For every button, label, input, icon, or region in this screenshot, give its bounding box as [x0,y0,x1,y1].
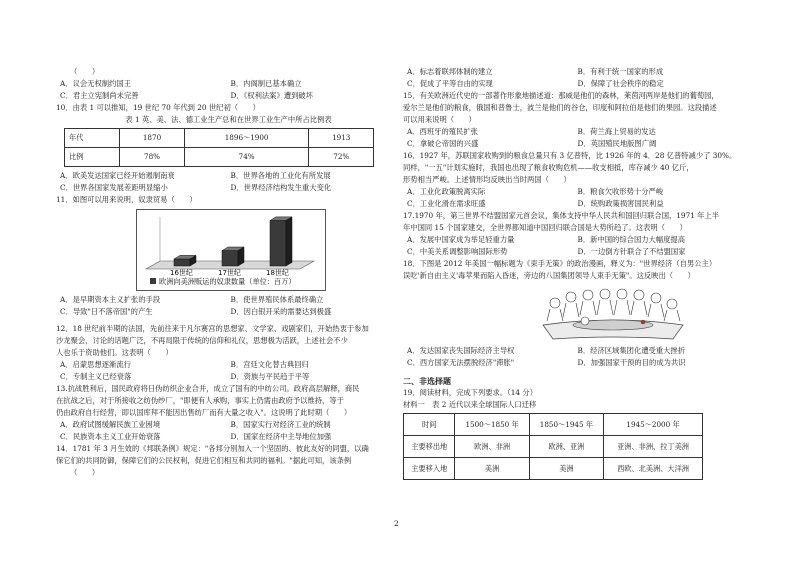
table1-cell: 1913 [309,129,374,148]
section-heading-non-choice: 二、非选择题 [403,376,451,386]
q19-stem: 19．阅读材料，完成下列要求。（14 分） [403,388,537,397]
q12-option-b[interactable]: B．宫廷文化替古典回归 [230,360,309,369]
chart-bar [270,217,292,266]
q18-option-a[interactable]: A．发达国家丧失国际经济主导权 [407,346,515,355]
q14-blank: （ ） [70,468,100,477]
q17-line2: 年中国同 15 个国家建交，全世界都知道中国回归联合国是大势所趋了。这表明（ ） [403,223,687,232]
q10-option-d[interactable]: D．世界经济结构发生重大变化 [230,183,332,192]
q18-options-row2 [403,357,748,369]
q11-option-c[interactable]: C．导致"日不落帝国"的产生 [60,307,153,316]
q13-line1: 13.抗战胜利后，国民政府将日伪纺织企业合并，成立了国有的中纺公司。政府高层解释，商民 [56,384,360,393]
q15-option-b[interactable]: B．荷兰海上贸易的发达 [577,127,656,136]
q9-option-c[interactable]: C．君主立宪制尚未完善 [60,91,139,100]
q13-option-b[interactable]: B．国家实行对经济工业的统制 [230,420,331,429]
q16-option-a[interactable]: A．工业化政策脱离实际 [407,187,486,196]
table1-cell: 72% [309,148,374,167]
q13-options-row1 [56,419,401,431]
q12-line2: 沙龙聚会，讨论的话题广泛，不再局限于传统的信仰和礼仪，思想极为活跃，上述社会不少 [56,336,348,345]
q9-option-d[interactable]: D．《权利法案》遭到破坏 [230,91,313,100]
q14-option-d[interactable]: D．保障了社会秩序的稳定 [577,79,664,88]
q14-line1: 14．1781 年 3 月生效的《邦联条例》规定："各邦分别加入一个坚固的、彼此友好的同盟，以确 [56,444,369,453]
political-cartoon-image [533,285,693,343]
q13-option-d[interactable]: D．国家在经济中主导地位加强 [230,432,332,441]
q11-options-row1 [56,294,401,306]
q12-options-row1 [56,359,401,371]
q11-option-d[interactable]: D．因白银开采的需要达到极盛 [230,307,332,316]
table1-caption: 表 1 英、美、法、德工业生产总和在世界工业生产中所占比例表 [125,115,332,124]
q9-option-b[interactable]: B．内阁制已基本确立 [230,79,302,88]
table1 [64,128,374,167]
table2-cell: 美洲 [529,458,603,480]
chart-x-tick-label: 18世纪 [266,269,289,277]
table1-row-ratio [65,148,374,167]
q10-options-row1 [56,170,401,182]
q13-options-row2 [56,431,401,443]
q18-options-row1 [403,345,748,357]
q16-options-row1 [403,186,748,198]
q16-line2: 同样，"一五"计划实施时，我国也出现了粮食收购危机——收支相抵，库存减少 40 亿斤， [403,163,694,172]
q14-options-row2 [403,78,748,90]
table1-row-years [65,129,374,148]
q13-line2: 在抗战之后，对于所接收之纺伪纱厂，"即便有人承购，事实上仍需由政府予以维持，等于 [56,396,344,405]
page-number: 2 [394,519,399,528]
q15-option-a[interactable]: A．西班牙的殖民扩张 [407,127,478,136]
chart-x-labels [170,268,289,277]
slave-trade-chart [136,209,326,291]
q17-option-d[interactable]: D．一边倒方针联合了不结盟国家 [577,247,686,256]
table2-cell: 西欧、北美洲、大洋洲 [604,458,703,480]
q11-stem: 11．如图可以用来说明，奴隶贸易（ ） [56,195,197,204]
q18-line2: 误吃'新自由主义'毒苹果而陷入昏迷，旁边的八国集团领导人束手无策"。这反映出（ ） [403,271,695,280]
table2-cell: 1500～1850 年 [455,414,529,436]
q17-option-c[interactable]: C．中美关系调整影响国际形势 [407,247,508,256]
right-column [403,66,748,480]
q14-line2: 保它们的共同防御，保障它们的公民权利，促进它们相互和共同的福利。"据此可知，该条例 [56,456,352,465]
table2-cell: 欧洲、亚洲 [529,436,603,458]
q18-option-b[interactable]: B．经济区域集团化遭受重大挫折 [577,346,686,355]
table2-cell: 亚洲、非洲、拉丁美洲 [604,436,703,458]
chart-legend: 欧洲向美洲贩运的奴隶数量（单位：百万） [159,277,296,286]
q14-option-b[interactable]: B．有利于统一国家的形成 [577,67,664,76]
table1-cell: 74% [184,148,309,167]
q14-option-c[interactable]: C．促成了平等自由的实现 [407,79,493,88]
q18-option-c[interactable]: C．西方国家无法摆脱经济"滞胀" [407,358,515,367]
table2-cell: 美洲 [455,458,529,480]
q11-option-a[interactable]: A．是早期资本主义扩张的手段 [60,295,161,304]
table2-cell: 欧洲、非洲 [455,436,529,458]
table2-row-outflow [404,436,703,458]
q13-option-a[interactable]: A．政府试图缓解民族工业困境 [60,420,161,429]
table1-cell: 比例 [65,148,120,167]
q18-option-d[interactable]: D．加强国家干预的目的成为共识 [577,358,686,367]
q15-options-row1 [403,126,748,138]
q16-options-row2 [403,198,748,210]
table2-row-inflow [404,458,703,480]
table2-header-row [404,414,703,436]
q17-option-a[interactable]: A．发展中国家成为举足轻重力量 [407,235,515,244]
q19-material-title: 材料一 表 2 近代以来全球国际人口迁移 [403,400,537,409]
q12-option-d[interactable]: D．资族与平民趋于平等 [230,372,310,381]
q11-option-b[interactable]: B．使世界殖民体系最终确立 [230,295,324,304]
q17-line1: 17.1970 年，第三世界不结盟国家元首会议，集体支持中华人民共和国回归联合国，1971 年上半 [403,211,720,220]
chart-bar [222,247,244,266]
q15-option-d[interactable]: D．英国殖民地版图广阔 [577,139,657,148]
q10-option-b[interactable]: B．世界各地的工业化有所发展 [230,171,331,180]
cartoon-drawing [533,285,693,343]
q16-option-b[interactable]: B．粮食欠收形势十分严峻 [577,187,664,196]
q9-option-a[interactable]: A．议会无权制约国王 [60,79,131,88]
table1-cell: 78% [120,148,185,167]
q12-line3: 人也乐于资助他们。这表明（ ） [56,348,173,357]
left-column [56,66,401,479]
table2-cell: 主要移出地 [404,436,455,458]
table1-cell: 1896～1900 [184,129,309,148]
q16-option-c[interactable]: C．工业化滑在需求旺盛 [407,199,486,208]
q10-stem: 10．由表 1 可以推知，19 世纪 70 年代到 20 世纪初（ ） [56,103,260,112]
q12-option-c[interactable]: C．专制主义已经衰落 [60,372,132,381]
q15-line1: 15．有关欧洲近代史的一部著作形象地描述道：那威是他们的森林，莱茵河两岸是他们的葡萄园， [403,91,719,100]
q9-blank: （ ） [70,67,100,76]
q10-option-a[interactable]: A．欧美发达国家已经开始遏制南衰 [60,171,175,180]
q15-line2: 爱尔兰是他们的粮食，俄国和普鲁士，波兰是他们的谷仓，印度和阿拉伯是他们的果园。这段描述 [403,103,717,112]
q13-line3: 仍由政府自行经营，即以国库拜不能因出售纺厂而有大量之收入"。这说明了此时期（ ） [56,408,352,417]
q9-options-row2 [56,90,401,102]
table2-migration [403,413,703,480]
q15-options-row2 [403,138,748,150]
q12-options-row2 [56,371,401,383]
q17-options-row1 [403,234,748,246]
table2-cell: 1850～1945 年 [529,414,603,436]
slave-trade-chart-svg [136,209,326,291]
q15-line3: 可以用来说明（ ） [403,115,476,124]
q10-options-row2 [56,182,401,194]
q9-options-row1 [56,78,401,90]
q16-line3: 形势相当严峻。上述情形均反映出当时两国（ ） [403,175,571,184]
q12-line1: 12．18 世纪前半期的法国，先前往来于凡尔赛宫的思想家、文学家、戏剧家们，开始热衷于参加 [56,324,369,333]
q16-option-d[interactable]: D．统购政策损害国民利益 [577,199,664,208]
q10-option-c[interactable]: C．世界各国家发展差距明显缩小 [60,183,168,192]
q11-options-row2 [56,306,401,318]
q12-option-a[interactable]: A．启蒙思想逐渐流行 [60,360,131,369]
table2-cell: 主要移入地 [404,458,455,480]
chart-bar [174,255,196,266]
table1-cell: 1870 [120,129,185,148]
q16-line1: 16．1927 年，苏联国家收购到的粮食总量只有 3 亿普特，比 1926 年的 4．28 亿普特减少了 30%。 [403,151,737,160]
table1-cell: 年代 [65,129,120,148]
q15-option-c[interactable]: C．拿破仑帝国的兴盛 [407,139,479,148]
table2-cell: 1945～2000 年 [604,414,703,436]
q14-options-row1 [403,66,748,78]
legend-swatch [150,278,156,284]
q13-option-c[interactable]: C．民族资本主义工业开始衰落 [60,432,161,441]
q17-option-b[interactable]: B．新中国的综合国力大幅度提高 [577,235,686,244]
table2-cell: 时间 [404,414,455,436]
chart-x-tick-label: 17世纪 [218,269,241,277]
q18-line1: 18．下图是 2012 年美国一幅标题为《束手无策》的政治漫画，释义为："世界经济（自男公主） [403,259,717,268]
chart-x-tick-label: 16世纪 [170,269,193,277]
q17-options-row2 [403,246,748,258]
q14-option-a[interactable]: A．标志着联邦体制的建立 [407,67,493,76]
